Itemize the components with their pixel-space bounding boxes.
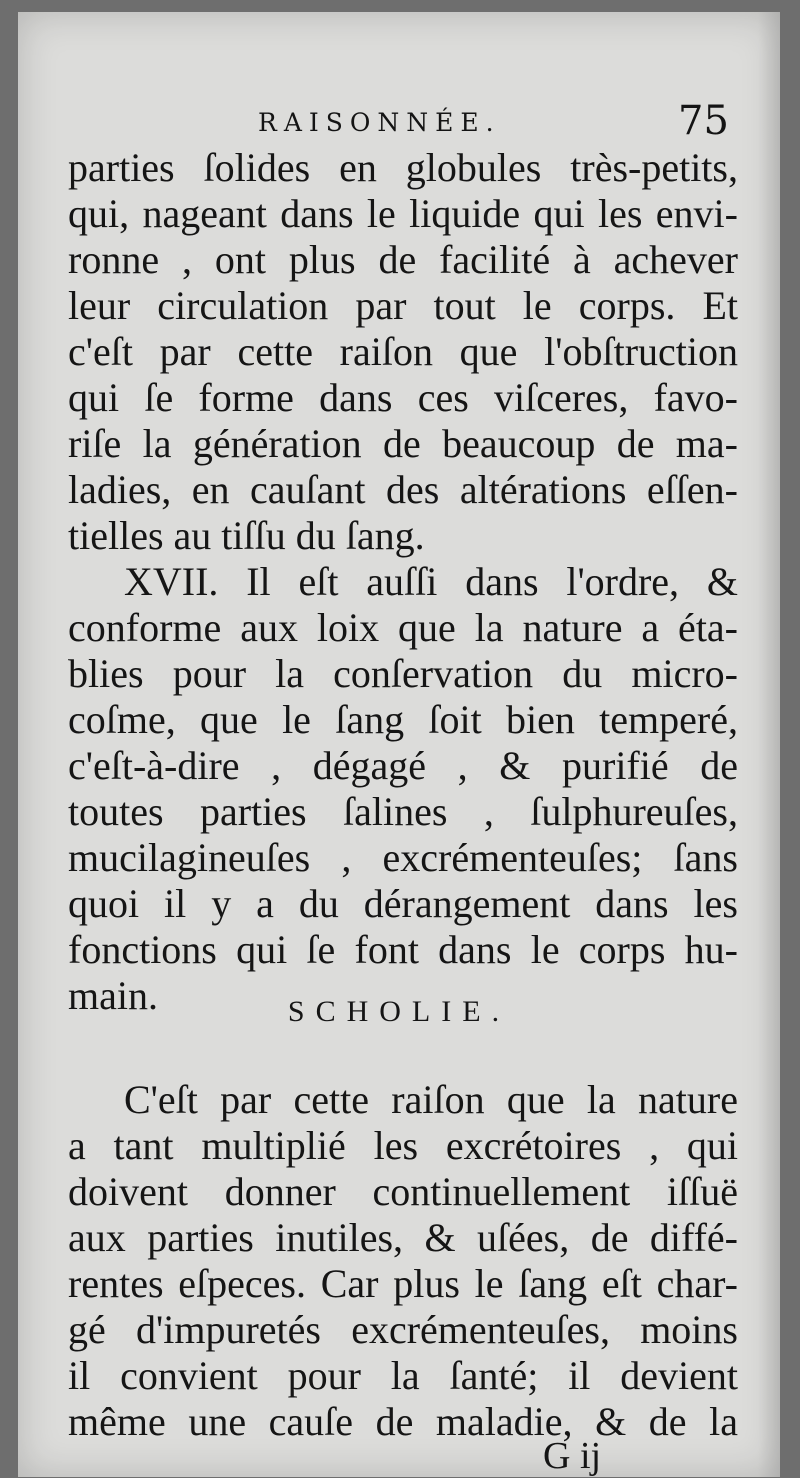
text-line: aux parties inutiles, & uſées, de diffé- [68,1215,738,1260]
text-line: ronne , ont plus de facilité à achever [68,237,738,282]
text-line: même une cauſe de maladie, & de la [68,1399,738,1444]
text-line: coſme, que le ſang ſoit bien temperé, [68,697,738,742]
book-page [18,12,780,1477]
text-line: ladies, en cauſant des altérations eſſen- [68,467,738,512]
page-number: 75 [678,98,729,144]
text-line: parties ſolides en globules très-petits, [68,145,738,190]
text-line: gé d'impuretés excrémenteuſes, moins [68,1307,738,1352]
section-heading: SCHOLIE. [287,995,511,1028]
text-line: C'eſt par cette raiſon que la nature [124,1077,738,1122]
text-line: tielles au tiſſu du ſang. [68,513,425,558]
running-title: RAISONNÉE. [258,108,501,137]
text-line: leur circulation par tout le corps. Et [68,283,738,328]
running-head [18,98,780,148]
body-text [68,145,738,1019]
text-line: riſe la génération de beaucoup de ma- [68,421,738,466]
text-line: qui, nageant dans le liquide qui les envi- [68,191,738,236]
text-line: a tant multiplié les excrétoires , qui [68,1123,738,1168]
text-line: fonctions qui ſe font dans le corps hu- [68,927,738,972]
text-line: main. [68,973,158,1018]
scholie-text [68,1077,738,1445]
text-line: conforme aux loix que la nature a éta- [68,605,738,650]
signature-mark: G ij [543,1435,602,1477]
text-line: c'eſt-à-dire , dégagé , & purifié de [68,743,738,788]
text-line: doivent donner continuellement iſſuë [68,1169,738,1214]
text-line: rentes eſpeces. Car plus le ſang eſt char- [68,1261,738,1306]
text-line: toutes parties ſalines , ſulphureuſes, [68,789,738,834]
text-line: il convient pour la ſanté; il devient [68,1353,738,1398]
text-line: quoi il y a du dérangement dans les [68,881,738,926]
text-line: blies pour la conſervation du micro- [68,651,738,696]
text-line: XVII. Il eſt auſſi dans l'ordre, & [124,559,738,604]
text-line: c'eſt par cette raiſon que l'obſtruction [68,329,738,374]
text-line: mucilagineuſes , excrémenteuſes; ſans [68,835,738,880]
text-line: qui ſe forme dans ces viſceres, favo- [68,375,738,420]
